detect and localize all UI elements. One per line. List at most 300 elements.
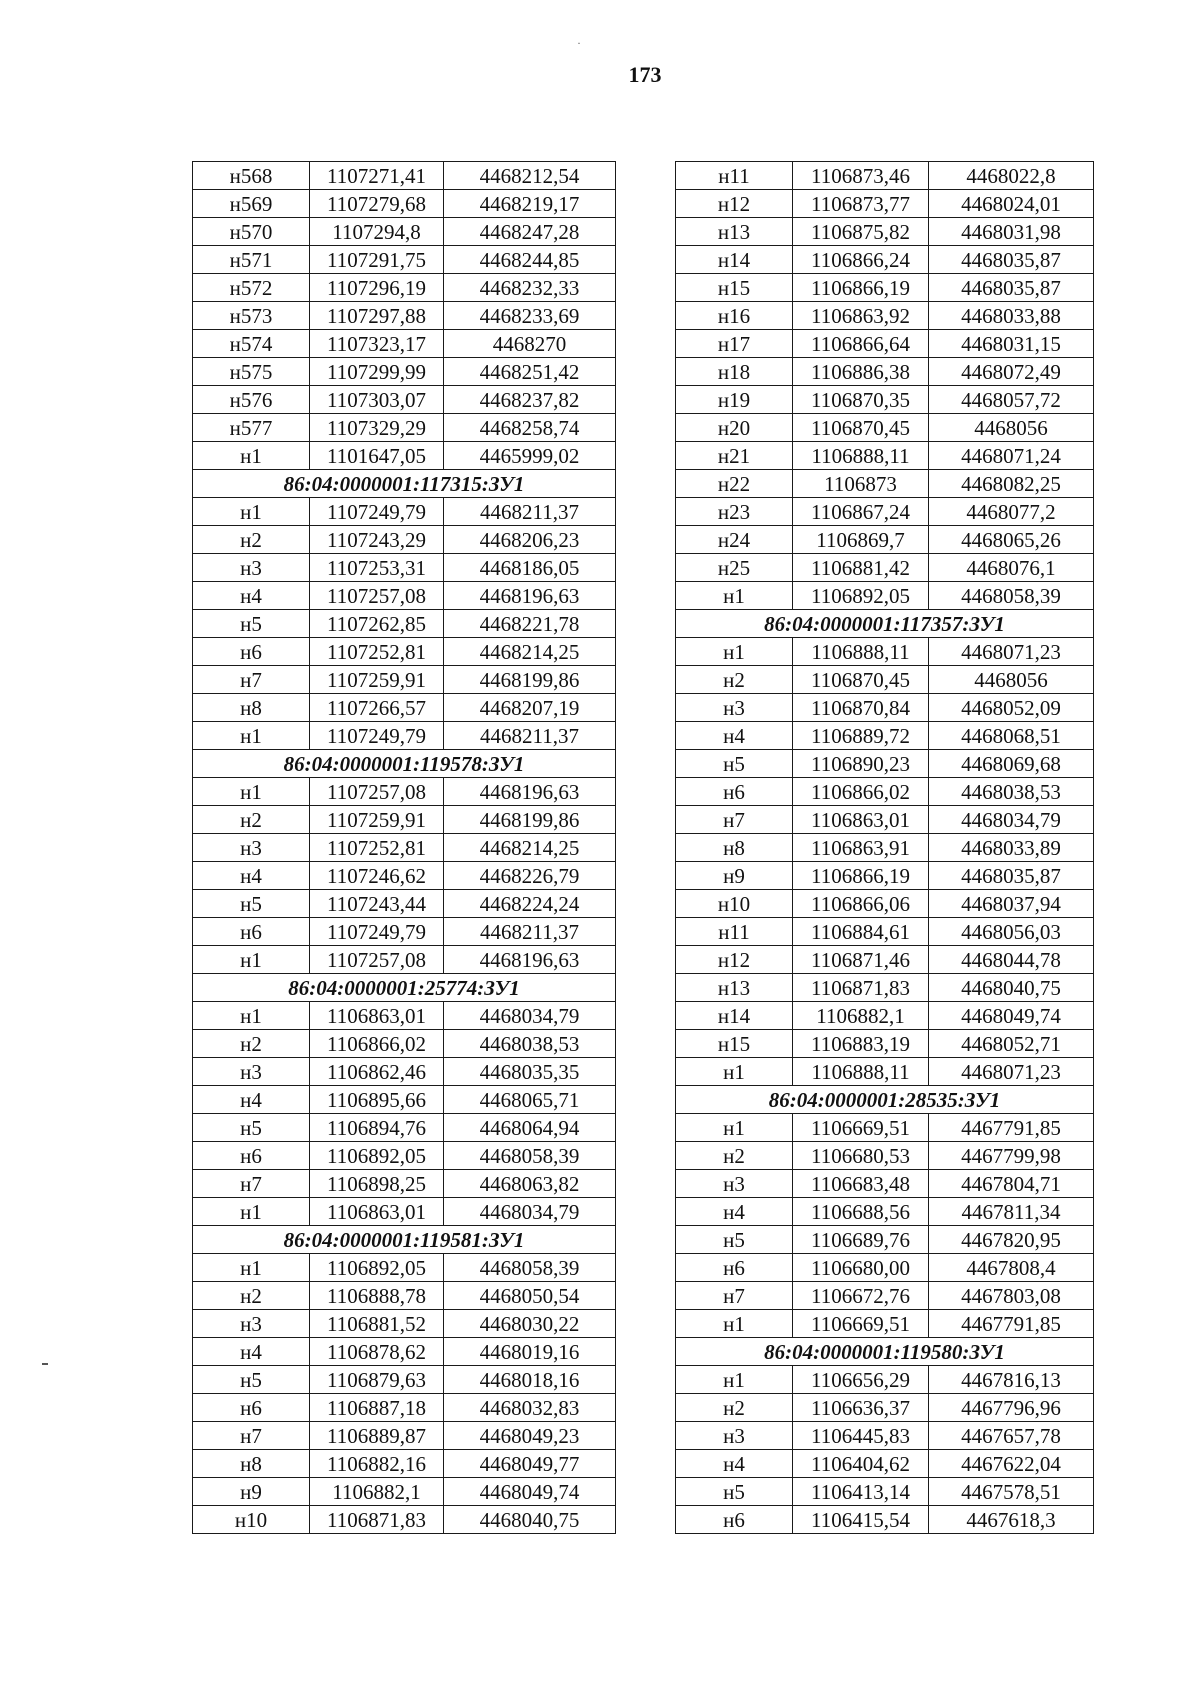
point-id: н22 (676, 470, 793, 498)
coord-y: 4468211,37 (444, 918, 616, 946)
point-id: н575 (193, 358, 310, 386)
coord-y: 4468057,72 (929, 386, 1094, 414)
point-id: н1 (676, 638, 793, 666)
point-id: н1 (193, 1002, 310, 1030)
coord-y: 4467799,98 (929, 1142, 1094, 1170)
coord-y: 4468031,15 (929, 330, 1094, 358)
table-row (193, 526, 616, 554)
table-row (193, 162, 616, 190)
coord-y: 4468032,83 (444, 1394, 616, 1422)
table-row (193, 1170, 616, 1198)
point-id: н10 (676, 890, 793, 918)
point-id: н2 (676, 1142, 793, 1170)
coord-y: 4468233,69 (444, 302, 616, 330)
coord-x: 1106445,83 (793, 1422, 929, 1450)
table-row (676, 666, 1094, 694)
coord-x: 1106870,45 (793, 666, 929, 694)
coord-y: 4467816,13 (929, 1366, 1094, 1394)
section-header-row (193, 470, 616, 498)
coord-x: 1107271,41 (310, 162, 444, 190)
point-id: н7 (193, 666, 310, 694)
section-header-row (193, 1226, 616, 1254)
table-row (676, 386, 1094, 414)
table-row (676, 1282, 1094, 1310)
scan-artifact: · (577, 36, 581, 50)
coord-y: 4468211,37 (444, 498, 616, 526)
coord-x: 1106882,16 (310, 1450, 444, 1478)
point-id: н20 (676, 414, 793, 442)
coord-y: 4468058,39 (444, 1254, 616, 1282)
coord-y: 4468018,16 (444, 1366, 616, 1394)
coord-x: 1106669,51 (793, 1310, 929, 1338)
coord-x: 1106866,19 (793, 274, 929, 302)
coord-y: 4468214,25 (444, 638, 616, 666)
coord-x: 1107243,29 (310, 526, 444, 554)
table-row (676, 330, 1094, 358)
table-row (193, 1478, 616, 1506)
coord-x: 1106878,62 (310, 1338, 444, 1366)
point-id: н3 (193, 554, 310, 582)
coord-y: 4468224,24 (444, 890, 616, 918)
table-row (676, 1394, 1094, 1422)
table-row (676, 834, 1094, 862)
point-id: н569 (193, 190, 310, 218)
table-row (676, 1198, 1094, 1226)
section-header-row (676, 1338, 1094, 1366)
table-row (676, 1226, 1094, 1254)
coord-y: 4468044,78 (929, 946, 1094, 974)
section-header-row (676, 1086, 1094, 1114)
coord-y: 4468050,54 (444, 1282, 616, 1310)
coord-x: 1101647,05 (310, 442, 444, 470)
coord-x: 1107257,08 (310, 946, 444, 974)
coord-x: 1106867,24 (793, 498, 929, 526)
table-row (193, 918, 616, 946)
point-id: н8 (193, 1450, 310, 1478)
coord-y: 4468226,79 (444, 862, 616, 890)
coord-x: 1106892,05 (310, 1254, 444, 1282)
point-id: н4 (676, 1198, 793, 1226)
table-row (676, 246, 1094, 274)
point-id: н5 (193, 890, 310, 918)
point-id: н1 (193, 946, 310, 974)
coord-x: 1106889,72 (793, 722, 929, 750)
coordinates-table-right (675, 161, 1094, 1534)
table-row (676, 1254, 1094, 1282)
coord-x: 1106863,92 (793, 302, 929, 330)
coord-x: 1106895,66 (310, 1086, 444, 1114)
point-id: н568 (193, 162, 310, 190)
coord-y: 4468063,82 (444, 1170, 616, 1198)
table-row (193, 806, 616, 834)
table-row (676, 890, 1094, 918)
table-row (193, 246, 616, 274)
page-number: 173 (628, 62, 662, 87)
coord-y: 4468219,17 (444, 190, 616, 218)
point-id: н2 (676, 1394, 793, 1422)
cadastral-number: 86:04:0000001:119581:ЗУ1 (193, 1226, 616, 1254)
coord-x: 1106890,23 (793, 750, 929, 778)
coord-y: 4468049,23 (444, 1422, 616, 1450)
point-id: н3 (676, 1422, 793, 1450)
point-id: н5 (193, 1366, 310, 1394)
coord-x: 1106866,06 (793, 890, 929, 918)
coord-y: 4468035,87 (929, 862, 1094, 890)
coord-y: 4468038,53 (929, 778, 1094, 806)
coord-y: 4468082,25 (929, 470, 1094, 498)
point-id: н2 (193, 806, 310, 834)
point-id: н3 (676, 1170, 793, 1198)
coord-y: 4468052,09 (929, 694, 1094, 722)
coord-y: 4468034,79 (929, 806, 1094, 834)
point-id: н5 (676, 1226, 793, 1254)
coord-x: 1106871,83 (793, 974, 929, 1002)
coord-y: 4468058,39 (929, 582, 1094, 610)
coord-x: 1106863,01 (793, 806, 929, 834)
point-id: н3 (676, 694, 793, 722)
coord-x: 1106866,02 (793, 778, 929, 806)
table-row (193, 330, 616, 358)
point-id: н574 (193, 330, 310, 358)
table-row (676, 1366, 1094, 1394)
coord-y: 4468071,23 (929, 1058, 1094, 1086)
coord-y: 4468247,28 (444, 218, 616, 246)
table-row (193, 722, 616, 750)
coord-y: 4468065,71 (444, 1086, 616, 1114)
point-id: н6 (193, 638, 310, 666)
point-id: н3 (193, 1058, 310, 1086)
table-row (676, 1170, 1094, 1198)
coord-y: 4468056,03 (929, 918, 1094, 946)
table-row (676, 1058, 1094, 1086)
coord-x: 1106881,42 (793, 554, 929, 582)
cadastral-number: 86:04:0000001:119578:ЗУ1 (193, 750, 616, 778)
point-id: н19 (676, 386, 793, 414)
table-row (193, 834, 616, 862)
coord-x: 1107294,8 (310, 218, 444, 246)
coord-y: 4468258,74 (444, 414, 616, 442)
table-row (676, 1506, 1094, 1534)
point-id: н14 (676, 246, 793, 274)
coord-y: 4468072,49 (929, 358, 1094, 386)
coord-y: 4468040,75 (929, 974, 1094, 1002)
table-row (193, 274, 616, 302)
table-row (193, 890, 616, 918)
coord-y: 4467808,4 (929, 1254, 1094, 1282)
coord-x: 1106863,01 (310, 1002, 444, 1030)
coord-y: 4468031,98 (929, 218, 1094, 246)
coord-y: 4468244,85 (444, 246, 616, 274)
coord-x: 1107262,85 (310, 610, 444, 638)
coord-x: 1106871,83 (310, 1506, 444, 1534)
point-id: н1 (676, 1114, 793, 1142)
coord-x: 1107303,07 (310, 386, 444, 414)
coord-y: 4468212,54 (444, 162, 616, 190)
coord-x: 1107299,99 (310, 358, 444, 386)
point-id: н573 (193, 302, 310, 330)
point-id: н9 (193, 1478, 310, 1506)
table-row (676, 750, 1094, 778)
table-row (193, 498, 616, 526)
coord-x: 1107323,17 (310, 330, 444, 358)
point-id: н4 (193, 582, 310, 610)
coord-y: 4468058,39 (444, 1142, 616, 1170)
point-id: н5 (676, 750, 793, 778)
coord-y: 4467796,96 (929, 1394, 1094, 1422)
point-id: н577 (193, 414, 310, 442)
point-id: н14 (676, 1002, 793, 1030)
point-id: н4 (193, 1086, 310, 1114)
coord-x: 1106415,54 (793, 1506, 929, 1534)
coord-y: 4468069,68 (929, 750, 1094, 778)
coord-x: 1106879,63 (310, 1366, 444, 1394)
coord-x: 1107257,08 (310, 582, 444, 610)
point-id: н9 (676, 862, 793, 890)
coord-y: 4468206,23 (444, 526, 616, 554)
table-row (193, 1254, 616, 1282)
coord-x: 1107249,79 (310, 498, 444, 526)
point-id: н6 (676, 1506, 793, 1534)
point-id: н6 (193, 918, 310, 946)
coord-x: 1107259,91 (310, 666, 444, 694)
coord-x: 1106881,52 (310, 1310, 444, 1338)
coord-x: 1106892,05 (310, 1142, 444, 1170)
coord-y: 4468049,74 (444, 1478, 616, 1506)
coord-y: 4468232,33 (444, 274, 616, 302)
table-row (193, 778, 616, 806)
point-id: н7 (193, 1170, 310, 1198)
coord-y: 4468035,87 (929, 246, 1094, 274)
table-row (676, 1114, 1094, 1142)
table-row (193, 1002, 616, 1030)
coord-x: 1106886,38 (793, 358, 929, 386)
coord-y: 4468077,2 (929, 498, 1094, 526)
coord-x: 1106873,46 (793, 162, 929, 190)
coord-y: 4468196,63 (444, 946, 616, 974)
coord-y: 4468214,25 (444, 834, 616, 862)
table-row (193, 1506, 616, 1534)
coord-y: 4468035,35 (444, 1058, 616, 1086)
table-row (676, 498, 1094, 526)
coord-x: 1107246,62 (310, 862, 444, 890)
table-row (676, 190, 1094, 218)
coord-x: 1106888,11 (793, 1058, 929, 1086)
point-id: н3 (193, 834, 310, 862)
point-id: н1 (676, 582, 793, 610)
coord-y: 4467820,95 (929, 1226, 1094, 1254)
table-row (193, 666, 616, 694)
coord-y: 4468199,86 (444, 806, 616, 834)
point-id: н1 (676, 1058, 793, 1086)
coord-y: 4468049,77 (444, 1450, 616, 1478)
table-row (193, 1086, 616, 1114)
table-row (193, 638, 616, 666)
coord-x: 1106680,53 (793, 1142, 929, 1170)
coord-x: 1107252,81 (310, 638, 444, 666)
coord-x: 1106689,76 (793, 1226, 929, 1254)
coord-x: 1106656,29 (793, 1366, 929, 1394)
coord-y: 4468065,26 (929, 526, 1094, 554)
table-row (193, 1310, 616, 1338)
margin-mark (42, 1363, 48, 1365)
point-id: н6 (676, 778, 793, 806)
table-row (676, 358, 1094, 386)
coord-y: 4467803,08 (929, 1282, 1094, 1310)
coord-y: 4468071,23 (929, 638, 1094, 666)
table-row (193, 1282, 616, 1310)
coord-x: 1106870,45 (793, 414, 929, 442)
point-id: н4 (676, 1450, 793, 1478)
coord-y: 4468022,8 (929, 162, 1094, 190)
coord-x: 1107297,88 (310, 302, 444, 330)
point-id: н1 (193, 498, 310, 526)
table-row (193, 1142, 616, 1170)
coord-y: 4468049,74 (929, 1002, 1094, 1030)
coord-y: 4467657,78 (929, 1422, 1094, 1450)
table-row (193, 386, 616, 414)
coord-x: 1107243,44 (310, 890, 444, 918)
point-id: н1 (676, 1366, 793, 1394)
coord-y: 4468019,16 (444, 1338, 616, 1366)
point-id: н12 (676, 946, 793, 974)
table-row (676, 1310, 1094, 1338)
table-row (676, 1450, 1094, 1478)
coord-y: 4467622,04 (929, 1450, 1094, 1478)
table-row (193, 554, 616, 582)
point-id: н8 (193, 694, 310, 722)
table-row (193, 1450, 616, 1478)
coord-y: 4468064,94 (444, 1114, 616, 1142)
point-id: н15 (676, 1030, 793, 1058)
table-row (676, 862, 1094, 890)
coord-y: 4468030,22 (444, 1310, 616, 1338)
point-id: н6 (676, 1254, 793, 1282)
coord-y: 4467804,71 (929, 1170, 1094, 1198)
table-row (193, 302, 616, 330)
table-row (193, 694, 616, 722)
point-id: н24 (676, 526, 793, 554)
table-row (676, 218, 1094, 246)
coord-x: 1106898,25 (310, 1170, 444, 1198)
point-id: н17 (676, 330, 793, 358)
point-id: н6 (193, 1142, 310, 1170)
point-id: н576 (193, 386, 310, 414)
table-row (676, 694, 1094, 722)
coord-x: 1106870,84 (793, 694, 929, 722)
table-row (193, 1366, 616, 1394)
coord-y: 4468033,88 (929, 302, 1094, 330)
coord-x: 1106870,35 (793, 386, 929, 414)
coord-x: 1106888,11 (793, 442, 929, 470)
coord-x: 1107249,79 (310, 918, 444, 946)
coord-x: 1107259,91 (310, 806, 444, 834)
table-row (193, 1030, 616, 1058)
table-row (193, 1058, 616, 1086)
coord-y: 4468196,63 (444, 778, 616, 806)
coord-y: 4468052,71 (929, 1030, 1094, 1058)
point-id: н5 (193, 1114, 310, 1142)
coord-y: 4468034,79 (444, 1198, 616, 1226)
point-id: н1 (676, 1310, 793, 1338)
coord-x: 1106882,1 (310, 1478, 444, 1506)
coord-y: 4468040,75 (444, 1506, 616, 1534)
point-id: н8 (676, 834, 793, 862)
cadastral-number: 86:04:0000001:25774:ЗУ1 (193, 974, 616, 1002)
point-id: н1 (193, 1198, 310, 1226)
point-id: н2 (676, 666, 793, 694)
coord-y: 4467791,85 (929, 1310, 1094, 1338)
point-id: н2 (193, 1030, 310, 1058)
coordinates-table-left (192, 161, 616, 1534)
table-row (676, 722, 1094, 750)
table-row (676, 302, 1094, 330)
table-row (193, 1422, 616, 1450)
coord-x: 1106883,19 (793, 1030, 929, 1058)
point-id: н3 (193, 1310, 310, 1338)
coord-x: 1107253,31 (310, 554, 444, 582)
point-id: н4 (193, 1338, 310, 1366)
table-row (676, 1002, 1094, 1030)
table-row (193, 946, 616, 974)
section-header-row (193, 750, 616, 778)
coord-x: 1106862,46 (310, 1058, 444, 1086)
point-id: н13 (676, 974, 793, 1002)
coord-x: 1106894,76 (310, 1114, 444, 1142)
point-id: н571 (193, 246, 310, 274)
table-row (193, 862, 616, 890)
coord-y: 4468186,05 (444, 554, 616, 582)
point-id: н6 (193, 1394, 310, 1422)
point-id: н10 (193, 1506, 310, 1534)
table-row (676, 1422, 1094, 1450)
table-row (676, 806, 1094, 834)
point-id: н23 (676, 498, 793, 526)
coord-x: 1106866,19 (793, 862, 929, 890)
table-row (676, 1478, 1094, 1506)
table-row (676, 1030, 1094, 1058)
coord-x: 1106636,37 (793, 1394, 929, 1422)
point-id: н7 (676, 806, 793, 834)
coord-x: 1106888,11 (793, 638, 929, 666)
coord-y: 4468034,79 (444, 1002, 616, 1030)
coord-y: 4468071,24 (929, 442, 1094, 470)
coord-x: 1106683,48 (793, 1170, 929, 1198)
coord-y: 4468196,63 (444, 582, 616, 610)
coord-y: 4468024,01 (929, 190, 1094, 218)
point-id: н12 (676, 190, 793, 218)
table-row (676, 162, 1094, 190)
coord-x: 1106887,18 (310, 1394, 444, 1422)
table-row (193, 1198, 616, 1226)
coord-y: 4468076,1 (929, 554, 1094, 582)
coord-x: 1106888,78 (310, 1282, 444, 1310)
coord-y: 4468033,89 (929, 834, 1094, 862)
coord-x: 1106889,87 (310, 1422, 444, 1450)
table-row (676, 778, 1094, 806)
section-header-row (193, 974, 616, 1002)
coord-x: 1106404,62 (793, 1450, 929, 1478)
section-header-row (676, 610, 1094, 638)
coord-y: 4468056 (929, 666, 1094, 694)
coord-x: 1106871,46 (793, 946, 929, 974)
coord-y: 4468207,19 (444, 694, 616, 722)
table-row (193, 610, 616, 638)
coord-y: 4468251,42 (444, 358, 616, 386)
table-row (676, 442, 1094, 470)
point-id: н7 (193, 1422, 310, 1450)
coord-y: 4467578,51 (929, 1478, 1094, 1506)
coord-x: 1107291,75 (310, 246, 444, 274)
